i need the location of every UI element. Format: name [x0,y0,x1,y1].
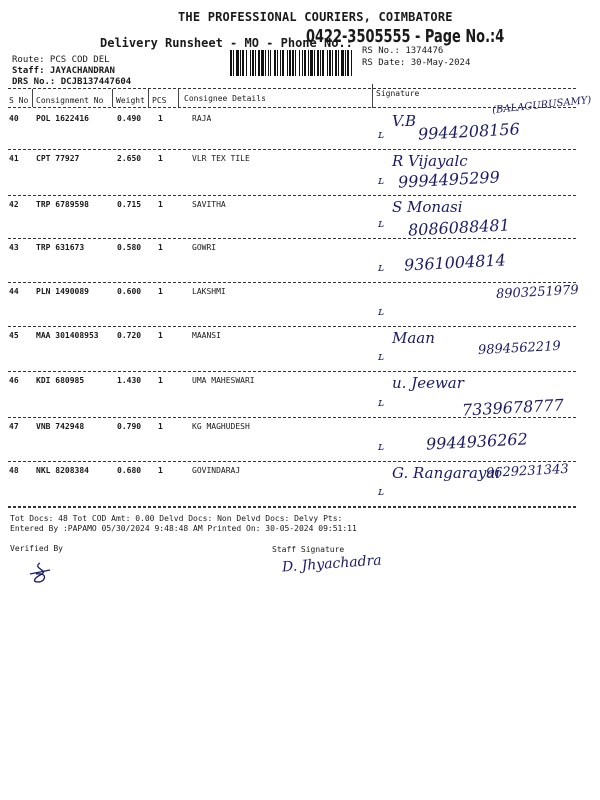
row-pcs: 1 [158,287,163,296]
row-pcs: 1 [158,331,163,340]
col-divider [178,89,179,107]
tick-mark: ʟ [378,305,384,318]
tick-mark: ʟ [378,350,384,363]
row-weight: 1.430 [117,376,142,385]
phone-page-number: 0422-3505555 - Page No.:4 [306,26,505,47]
header-bottom-rule [8,107,576,108]
entered-printed-line: Entered By :PAPAMO 05/30/2024 9:48:48 AM Printed On: 30-05-2024 09:51:11 [10,524,357,533]
col-consignee: Consignee Details [184,94,266,103]
row-consignee: KG MAGHUDESH [192,422,250,431]
table-row [0,462,600,507]
row-pcs: 1 [158,376,163,385]
company-name: THE PROFESSIONAL COURIERS, COIMBATORE [178,10,453,24]
route-label: Route: PCS COD DEL [12,55,110,65]
row-consignee: GOWRI [192,243,217,252]
row-consignment-no: PLN 1490089 [36,287,89,296]
handwritten-name: G. Rangarayai [392,464,501,482]
tick-mark: ʟ [378,396,384,409]
handwritten-name: R Vijayalc [392,152,468,170]
row-consignee: VLR TEX TILE [192,154,250,163]
row-consignment-no: VNB 742948 [36,422,85,431]
row-sno: 40 [9,114,19,123]
table-row [0,372,600,418]
runsheet-title: Delivery Runsheet - MO - Phone No.: [100,36,353,50]
col-consignment: Consignment No [36,96,104,105]
row-consignment-no: TRP 631673 [36,243,85,252]
col-divider [112,89,113,107]
tick-mark: ʟ [378,485,384,498]
handwritten-phone: 9944936262 [425,429,529,454]
row-pcs: 1 [158,466,163,475]
table-top-rule [8,88,576,89]
col-divider [372,84,373,108]
row-consignment-no: POL 1622416 [36,114,89,123]
row-consignee: GOVINDARAJ [192,466,241,475]
tick-mark: ʟ [378,174,384,187]
handwritten-name: u. Jeewar [392,374,464,392]
handwritten-phone: 7339678777 [461,395,565,420]
row-sno: 43 [9,243,19,252]
row-sno: 46 [9,376,19,385]
row-pcs: 1 [158,243,163,252]
row-weight: 0.720 [117,331,142,340]
row-weight: 0.490 [117,114,142,123]
row-consignment-no: TRP 6789598 [36,200,89,209]
row-consignee: SAVITHA [192,200,226,209]
col-divider [32,89,33,107]
handwritten-name: Maan [392,329,435,347]
row-pcs: 1 [158,422,163,431]
rs-date: RS Date: 30-May-2024 [362,58,471,68]
handwritten-phone: 9944208156 [417,119,521,144]
tick-mark: ʟ [378,128,384,141]
handwritten-phone: 8086088481 [407,215,511,240]
row-pcs: 1 [158,114,163,123]
row-consignment-no: NKL 8208384 [36,466,89,475]
row-sno: 41 [9,154,19,163]
row-sno: 45 [9,331,19,340]
table-row [0,283,600,327]
row-pcs: 1 [158,154,163,163]
row-consignee: UMA MAHESWARI [192,376,255,385]
tick-mark: ʟ [378,217,384,230]
col-pcs: PCS [152,96,167,105]
row-weight: 0.680 [117,466,142,475]
table-row [0,239,600,283]
verified-by-label: Verified By [10,544,63,553]
handwritten-phone: 9361004814 [403,250,507,275]
row-pcs: 1 [158,200,163,209]
row-weight: 0.580 [117,243,142,252]
row-sno: 42 [9,200,19,209]
row-consignment-no: CPT 77927 [36,154,80,163]
row-weight: 0.600 [117,287,142,296]
tick-mark: ʟ [378,261,384,274]
totals-line: Tot Docs: 48 Tot COD Amt: 0.00 Delvd Docs: Non Delvd Docs: Delvy Pts: [10,514,343,523]
handwritten-phone: 9894562219 [477,338,562,359]
row-weight: 2.650 [117,154,142,163]
handwritten-phone: 9629231343 [485,461,570,482]
tick-mark: ʟ [378,440,384,453]
row-consignment-no: KDI 680985 [36,376,85,385]
row-sno: 47 [9,422,19,431]
row-consignee: RAJA [192,114,212,123]
table-row [0,418,600,462]
drs-number: DRS No.: DCJB137447604 [12,77,132,87]
row-consignment-no: MAA 301408953 [36,331,99,340]
staff-signature-label: Staff Signature [272,545,345,554]
row-sno: 48 [9,466,19,475]
staff-signature-hand: D. Jhyachadra [281,552,383,576]
footer-rule [8,507,576,508]
col-weight: Weight [116,96,145,105]
row-sno: 44 [9,287,19,296]
table-row [0,327,600,372]
col-signature: Signature [376,89,420,98]
table-row [0,150,600,196]
handwritten-note: (BALAGURUSAMY) [491,94,592,117]
staff-label: Staff: JAYACHANDRAN [12,66,115,76]
barcode [230,50,355,76]
handwritten-name: V.B [392,112,417,130]
handwritten-phone: 9994495299 [397,167,501,192]
rs-number: RS No.: 1374476 [362,46,444,56]
row-consignee: MAANSI [192,331,221,340]
row-weight: 0.790 [117,422,142,431]
table-row [0,196,600,239]
row-weight: 0.715 [117,200,142,209]
handwritten-name: S Monasi [392,198,463,216]
col-divider [148,89,149,107]
handwritten-phone: 8903251979 [495,282,580,303]
col-sno: S No [9,96,29,105]
verifier-signature-mark [28,560,58,586]
row-consignee: LAKSHMI [192,287,226,296]
